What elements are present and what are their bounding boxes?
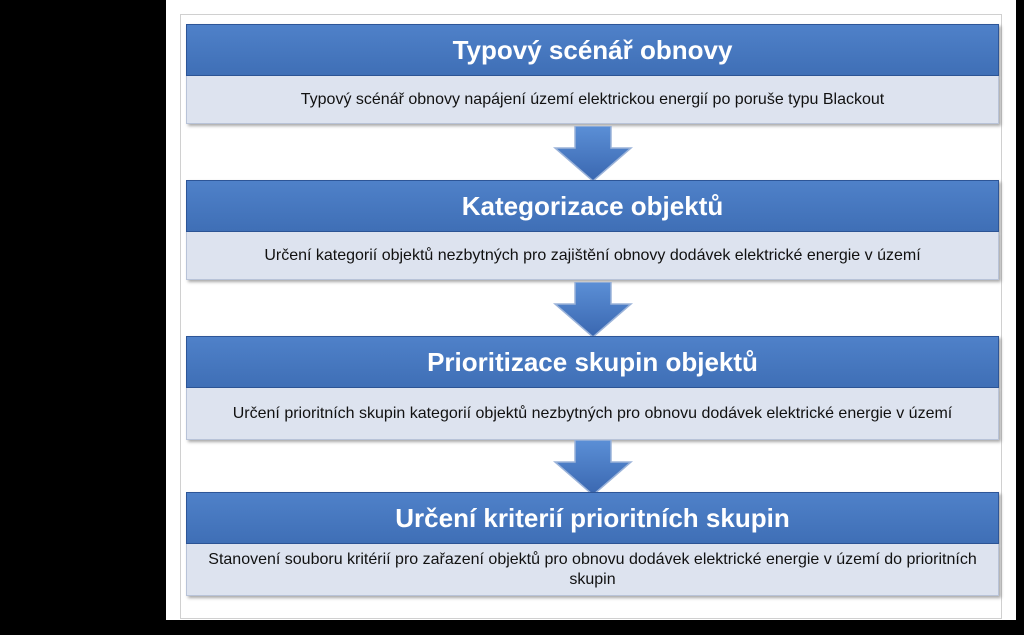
- step-description: Určení prioritních skupin kategorií objektů nezbytných pro obnovu dodávek elektrické energie v území: [186, 388, 999, 440]
- step-kategorizace: [186, 180, 999, 280]
- step-title: Prioritizace skupin objektů: [186, 336, 999, 388]
- step-urceni-kriterii: [186, 492, 999, 596]
- step-description: Typový scénář obnovy napájení území elektrickou energií po poruše typu Blackout: [186, 76, 999, 124]
- step-typovy-scenar: [186, 24, 999, 124]
- step-description: Stanovení souboru kritérií pro zařazení objektů pro obnovu dodávek elektrické energie v území do prioritních skupin: [186, 544, 999, 596]
- step-title: Kategorizace objektů: [186, 180, 999, 232]
- step-title: Typový scénář obnovy: [186, 24, 999, 76]
- step-title: Určení kriterií prioritních skupin: [186, 492, 999, 544]
- step-description: Určení kategorií objektů nezbytných pro zajištění obnovy dodávek elektrické energie v území: [186, 232, 999, 280]
- down-arrow-icon: [553, 282, 633, 338]
- down-arrow-icon: [553, 440, 633, 496]
- step-prioritizace: [186, 336, 999, 440]
- down-arrow-icon: [553, 126, 633, 182]
